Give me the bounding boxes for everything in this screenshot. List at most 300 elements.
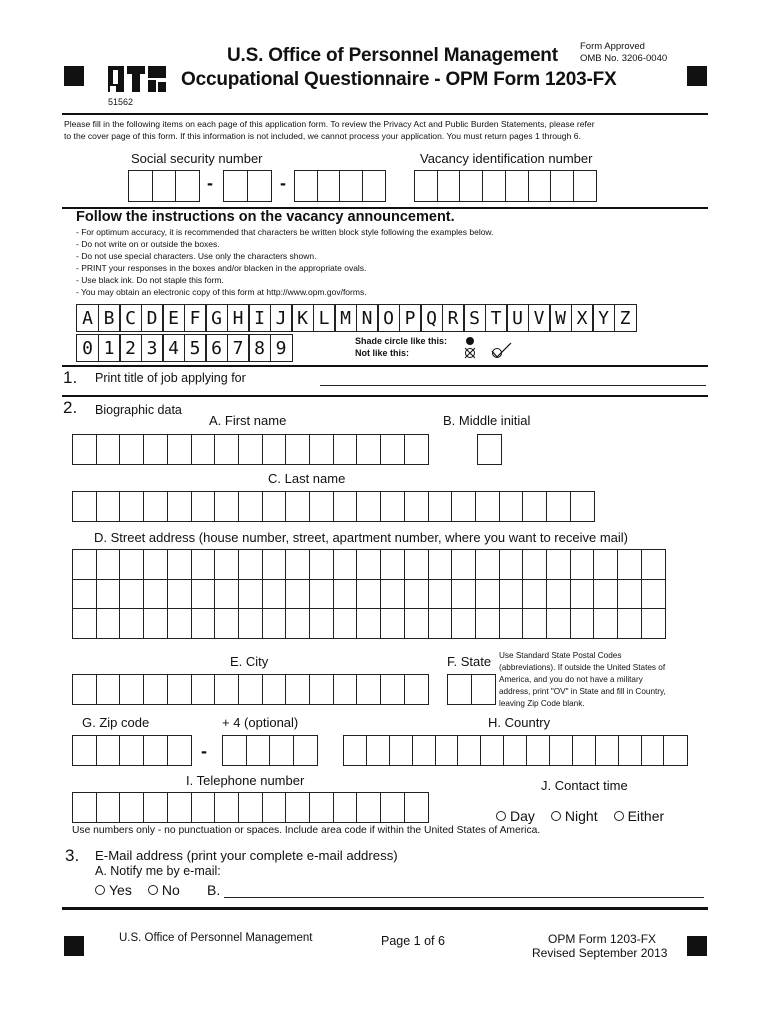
city-box[interactable] [119,674,144,705]
last-name-box[interactable] [570,491,595,522]
last-name-label: C. Last name [268,471,346,486]
vacancy-box[interactable] [482,170,506,202]
email-input[interactable] [224,897,704,898]
telephone-box[interactable] [238,792,263,823]
last-name-box[interactable] [285,491,310,522]
country-box[interactable] [435,735,459,766]
street-address-box[interactable] [167,579,192,610]
first-name-box[interactable] [96,434,121,465]
zip-dash: - [201,741,207,761]
contact-time-label: J. Contact time [541,778,628,793]
street-address-box[interactable] [641,579,666,610]
ssn-box[interactable] [128,170,153,202]
state-note-line: address, print "OV" in State and fill in Country, [499,687,666,696]
example-digit: 2 [119,334,142,362]
street-address-box[interactable] [641,608,666,639]
plus4-label: + 4 (optional) [222,715,299,730]
notify-yes-option[interactable] [95,882,132,898]
example-letter: C [119,304,142,332]
street-address-box[interactable] [522,579,547,610]
state-box[interactable] [447,674,472,705]
street-address-box[interactable] [546,608,571,639]
first-name-box[interactable] [380,434,405,465]
last-name-box[interactable] [499,491,524,522]
vacancy-box[interactable] [414,170,438,202]
country-label: H. Country [488,715,551,730]
last-name-box[interactable] [356,491,381,522]
telephone-box[interactable] [285,792,310,823]
registration-mark-bottom-left [64,936,84,956]
instructions-list [76,226,493,298]
example-digit: 0 [76,334,99,362]
city-box[interactable] [191,674,216,705]
country-box[interactable] [595,735,619,766]
contact-either-label: Either [627,808,665,824]
street-address-box[interactable] [72,608,97,639]
street-address-box[interactable] [617,579,642,610]
footer-rule [62,907,708,910]
zip-box[interactable] [119,735,144,766]
street-address-box[interactable] [356,549,381,580]
street-address-box[interactable] [428,608,453,639]
zip-box[interactable] [72,735,97,766]
street-address-box[interactable] [238,549,263,580]
middle-initial-label: B. Middle initial [443,413,531,428]
q2-label: Biographic data [95,403,182,417]
street-address-grid[interactable] [72,549,665,639]
telephone-box[interactable] [333,792,358,823]
state-label: F. State [447,654,492,669]
telephone-box[interactable] [262,792,287,823]
street-address-box[interactable] [356,579,381,610]
street-address-box[interactable] [593,579,618,610]
footer-agency: U.S. Office of Personnel Management [119,932,313,944]
street-address-box[interactable] [617,608,642,639]
radio-circle-icon[interactable] [614,811,624,821]
street-address-box[interactable] [617,549,642,580]
letter-examples [76,304,635,332]
street-address-box[interactable] [522,549,547,580]
last-name-box[interactable] [522,491,547,522]
example-letter: A [76,304,99,332]
street-address-box[interactable] [404,579,429,610]
telephone-box[interactable] [356,792,381,823]
street-address-box[interactable] [570,549,595,580]
vacancy-id-boxes[interactable] [414,170,596,202]
contact-night-option[interactable] [551,808,598,824]
telephone-box[interactable] [143,792,168,823]
state-box[interactable] [471,674,496,705]
street-address-box[interactable] [143,549,168,580]
street-address-box[interactable] [475,549,500,580]
last-name-box[interactable] [475,491,500,522]
vacancy-box[interactable] [573,170,597,202]
city-box[interactable] [72,674,97,705]
radio-circle-icon[interactable] [148,885,158,895]
job-title-input[interactable] [320,385,706,386]
street-address-box[interactable] [214,608,239,639]
q2-rule [62,395,708,397]
street-address-box[interactable] [167,549,192,580]
country-box[interactable] [503,735,527,766]
ssn-box[interactable] [317,170,341,202]
street-address-box[interactable] [119,549,144,580]
first-name-box[interactable] [72,434,97,465]
example-letter: V [528,304,551,332]
street-address-box[interactable] [238,579,263,610]
first-name-box[interactable] [285,434,310,465]
instruction-item: - You may obtain an electronic copy of this form at http://www.opm.gov/forms. [76,287,367,297]
q3-label: E-Mail address (print your complete e-mail address) [95,848,398,863]
street-address-box[interactable] [214,549,239,580]
street-address-box[interactable] [143,579,168,610]
ssn-box[interactable] [294,170,318,202]
example-letter: J [270,304,293,332]
street-address-box[interactable] [641,549,666,580]
vacancy-label: Vacancy identification number [420,151,593,166]
last-name-boxes[interactable] [72,491,593,522]
first-name-box[interactable] [356,434,381,465]
country-box[interactable] [572,735,596,766]
wrong-mark-examples-icon [462,340,514,365]
street-address-box[interactable] [451,549,476,580]
street-address-box[interactable] [262,608,287,639]
instruction-item: - Use black ink. Do not staple this form. [76,275,224,285]
country-box[interactable] [389,735,413,766]
registration-mark-top-left [64,66,84,86]
street-address-box[interactable] [522,608,547,639]
footer-page: Page 1 of 6 [381,934,445,948]
instruction-item: - For optimum accuracy, it is recommended that characters be written block style following the examples below. [76,227,494,237]
street-address-box[interactable] [546,579,571,610]
telephone-box[interactable] [214,792,239,823]
street-address-box[interactable] [238,608,263,639]
radio-circle-icon[interactable] [551,811,561,821]
ssn-box[interactable] [152,170,177,202]
first-name-box[interactable] [191,434,216,465]
street-address-box[interactable] [309,579,334,610]
radio-circle-icon[interactable] [496,811,506,821]
telephone-label: I. Telephone number [186,773,305,788]
telephone-boxes[interactable] [72,792,428,823]
telephone-box[interactable] [404,792,429,823]
telephone-box[interactable] [309,792,334,823]
zip-code-boxes[interactable] [72,735,191,766]
city-box[interactable] [333,674,358,705]
street-address-box[interactable] [309,549,334,580]
first-name-box[interactable] [238,434,263,465]
state-note [499,650,666,710]
ssn-box[interactable] [339,170,363,202]
city-box[interactable] [285,674,310,705]
country-box[interactable] [663,735,687,766]
street-address-box[interactable] [333,608,358,639]
state-note-line: (abbreviations). If outside the United States of [499,663,666,672]
street-address-box[interactable] [475,579,500,610]
street-address-box[interactable] [380,549,405,580]
street-address-box[interactable] [96,579,121,610]
street-address-box[interactable] [404,549,429,580]
street-address-row[interactable] [72,549,665,580]
telephone-box[interactable] [96,792,121,823]
ssn-box[interactable] [175,170,200,202]
last-name-box[interactable] [143,491,168,522]
vacancy-box[interactable] [550,170,574,202]
not-like-label: Not like this: [355,348,410,358]
street-address-box[interactable] [499,549,524,580]
last-name-box[interactable] [380,491,405,522]
first-name-box[interactable] [404,434,429,465]
example-digit: 6 [205,334,228,362]
street-address-box[interactable] [285,608,310,639]
example-letter: B [98,304,121,332]
ssn-part-3[interactable] [294,170,385,202]
last-name-box[interactable] [167,491,192,522]
zip-plus4-box[interactable] [269,735,294,766]
city-box[interactable] [262,674,287,705]
phone-note: Use numbers only - no punctuation or spaces. Include area code if within the United States of America. [72,825,541,836]
telephone-box[interactable] [191,792,216,823]
example-letter: U [506,304,529,332]
last-name-box[interactable] [214,491,239,522]
example-letter: D [141,304,164,332]
example-letter: L [313,304,336,332]
street-address-box[interactable] [380,579,405,610]
street-address-box[interactable] [570,579,595,610]
example-letter: Q [420,304,443,332]
example-letter: X [571,304,594,332]
intro-line-1: Please fill in the following items on each page of this application form. To review the Privacy Act and Public Burden Statements, please refer [64,119,595,129]
vacancy-box[interactable] [459,170,483,202]
city-box[interactable] [380,674,405,705]
city-box[interactable] [238,674,263,705]
country-box[interactable] [549,735,573,766]
street-address-box[interactable] [593,608,618,639]
example-digit: 8 [248,334,271,362]
example-letter: M [334,304,357,332]
contact-time-options[interactable] [496,808,664,824]
city-box[interactable] [356,674,381,705]
zip-box[interactable] [96,735,121,766]
telephone-box[interactable] [167,792,192,823]
example-digit: 5 [184,334,207,362]
street-address-box[interactable] [546,549,571,580]
first-name-box[interactable] [333,434,358,465]
street-address-box[interactable] [72,579,97,610]
example-letter: N [356,304,379,332]
ssn-label: Social security number [131,151,263,166]
example-letter: E [162,304,185,332]
first-name-box[interactable] [167,434,192,465]
example-letter: F [184,304,207,332]
first-name-boxes[interactable] [72,434,428,465]
example-letter: R [442,304,465,332]
street-address-box[interactable] [356,608,381,639]
street-address-box[interactable] [285,579,310,610]
example-letter: T [485,304,508,332]
vacancy-box[interactable] [437,170,461,202]
street-address-box[interactable] [96,549,121,580]
street-address-box[interactable] [167,608,192,639]
radio-circle-icon[interactable] [95,885,105,895]
street-address-box[interactable] [191,579,216,610]
first-name-label: A. First name [209,413,287,428]
street-address-box[interactable] [119,579,144,610]
example-letter: S [463,304,486,332]
zip-plus4-box[interactable] [222,735,247,766]
country-box[interactable] [343,735,367,766]
city-box[interactable] [143,674,168,705]
footer-revised: Revised September 2013 [532,946,668,960]
street-address-box[interactable] [72,549,97,580]
first-name-box[interactable] [214,434,239,465]
street-address-row[interactable] [72,608,665,639]
last-name-box[interactable] [309,491,334,522]
telephone-box[interactable] [119,792,144,823]
city-box[interactable] [309,674,334,705]
street-address-label: D. Street address (house number, street, apartment number, where you want to receive mail) [94,530,628,545]
country-box[interactable] [618,735,642,766]
street-address-box[interactable] [191,549,216,580]
city-box[interactable] [96,674,121,705]
city-label: E. City [230,654,269,669]
example-letter: W [549,304,572,332]
street-address-box[interactable] [262,579,287,610]
country-box[interactable] [457,735,481,766]
street-address-box[interactable] [428,579,453,610]
street-address-box[interactable] [285,549,310,580]
example-letter: Y [592,304,615,332]
zip-box[interactable] [167,735,192,766]
ssn-box[interactable] [247,170,272,202]
last-name-box[interactable] [451,491,476,522]
example-letter: G [205,304,228,332]
last-name-box[interactable] [96,491,121,522]
example-letter: O [377,304,400,332]
last-name-box[interactable] [428,491,453,522]
footer-form-number: OPM Form 1203-FX [548,932,657,946]
city-box[interactable] [404,674,429,705]
street-address-box[interactable] [333,579,358,610]
omb-number: OMB No. 3206-0040 [580,53,668,64]
contact-day-option[interactable] [496,808,535,824]
last-name-box[interactable] [191,491,216,522]
last-name-box[interactable] [72,491,97,522]
street-address-box[interactable] [404,608,429,639]
registration-mark-bottom-right [687,936,707,956]
last-name-box[interactable] [404,491,429,522]
example-letter: K [291,304,314,332]
country-box[interactable] [526,735,550,766]
example-digit: 1 [98,334,121,362]
form-title: Occupational Questionnaire - OPM Form 1203-FX [181,69,617,90]
first-name-box[interactable] [262,434,287,465]
vacancy-box[interactable] [528,170,552,202]
contact-either-option[interactable] [614,808,665,824]
zip-code-label: G. Zip code [82,715,150,730]
example-letter: I [248,304,271,332]
state-note-line: America, and you do not have a military [499,675,643,684]
zip-plus4-box[interactable] [246,735,271,766]
street-address-box[interactable] [428,549,453,580]
street-address-box[interactable] [380,608,405,639]
street-address-box[interactable] [333,549,358,580]
example-letter: H [227,304,250,332]
country-boxes[interactable] [343,735,686,766]
city-box[interactable] [214,674,239,705]
ssn-box[interactable] [362,170,386,202]
last-name-box[interactable] [238,491,263,522]
last-name-box[interactable] [333,491,358,522]
street-address-box[interactable] [143,608,168,639]
middle-initial-box[interactable] [477,434,502,465]
street-address-box[interactable] [570,608,595,639]
first-name-box[interactable] [143,434,168,465]
email-b-label: B. [207,882,221,898]
street-address-box[interactable] [214,579,239,610]
q1-label: Print title of job applying for [95,371,246,385]
street-address-box[interactable] [262,549,287,580]
example-digit: 3 [141,334,164,362]
example-letter: P [399,304,422,332]
country-box[interactable] [366,735,390,766]
street-address-box[interactable] [499,579,524,610]
example-digit: 9 [270,334,293,362]
ssn-part-1[interactable] [128,170,199,202]
registration-mark-top-right [687,66,707,86]
form-logo-icon [108,66,166,92]
example-letter: Z [614,304,637,332]
zip-plus4-boxes[interactable] [222,735,317,766]
street-address-box[interactable] [451,608,476,639]
city-box[interactable] [167,674,192,705]
country-box[interactable] [480,735,504,766]
country-box[interactable] [412,735,436,766]
street-address-box[interactable] [593,549,618,580]
telephone-box[interactable] [380,792,405,823]
street-address-box[interactable] [191,608,216,639]
notify-no-option[interactable] [148,882,180,898]
last-name-box[interactable] [262,491,287,522]
ssn-box[interactable] [223,170,248,202]
last-name-box[interactable] [119,491,144,522]
zip-box[interactable] [143,735,168,766]
instruction-item: - Do not use special characters. Use only the characters shown. [76,251,317,261]
state-boxes[interactable] [447,674,494,705]
country-box[interactable] [641,735,665,766]
street-address-box[interactable] [96,608,121,639]
street-address-box[interactable] [475,608,500,639]
city-boxes[interactable] [72,674,428,705]
zip-plus4-box[interactable] [293,735,318,766]
street-address-box[interactable] [119,608,144,639]
vacancy-box[interactable] [505,170,529,202]
notify-options[interactable] [95,882,180,898]
street-address-box[interactable] [309,608,334,639]
street-address-box[interactable] [451,579,476,610]
ssn-part-2[interactable] [223,170,270,202]
first-name-box[interactable] [309,434,334,465]
last-name-box[interactable] [546,491,571,522]
street-address-row[interactable] [72,579,665,610]
first-name-box[interactable] [119,434,144,465]
notify-no-label: No [161,882,180,898]
example-digit: 4 [162,334,185,362]
street-address-box[interactable] [499,608,524,639]
instruction-item: - PRINT your responses in the boxes and/or blacken in the appropriate ovals. [76,263,367,273]
telephone-box[interactable] [72,792,97,823]
q2-number: 2. [63,398,78,417]
